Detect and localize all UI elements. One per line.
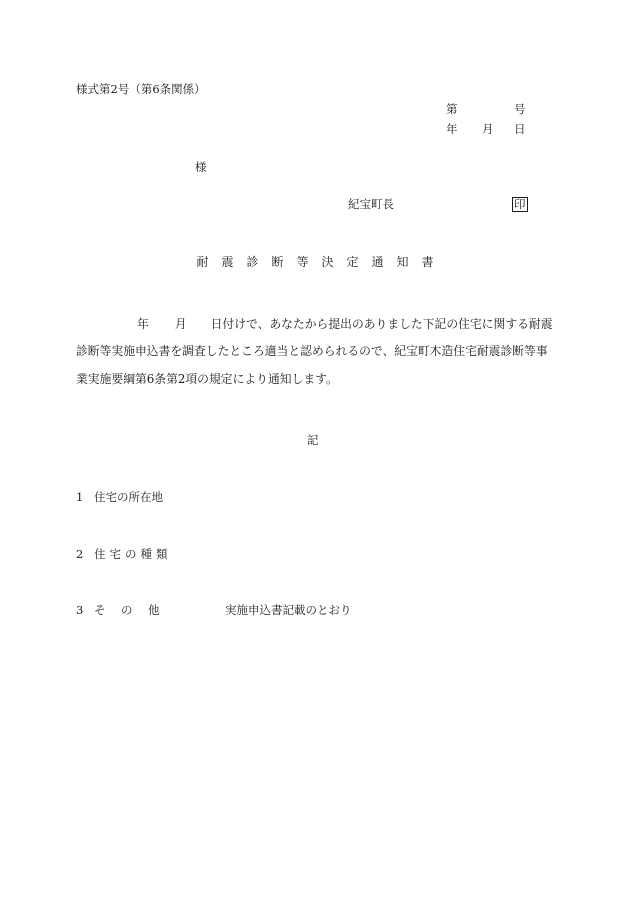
- document-number-label: 第: [446, 102, 458, 116]
- list-item: [76, 549, 172, 561]
- list-item: [76, 605, 160, 617]
- document-title: 耐震診断等決定通知書: [196, 255, 447, 269]
- body-text-line-1: [137, 319, 553, 331]
- seal-mark: 印: [514, 197, 526, 211]
- list-item: [76, 492, 163, 504]
- body-text-line-1-rest: 日付けで、あなたから提出のありました下記の住宅に関する耐震: [210, 317, 553, 331]
- item-value: 実施申込書記載のとおり: [225, 603, 352, 617]
- body-text-line-3: 業実施要綱第6条第2項の規定により通知します。: [76, 372, 338, 386]
- date-day-unit: 日: [514, 122, 526, 136]
- issuer-title: 紀宝町長: [348, 197, 394, 211]
- item-number: 2: [76, 547, 84, 561]
- date-month-unit: 月: [482, 122, 494, 136]
- item-number: 3: [76, 603, 84, 617]
- addressee-honorific: 様: [195, 160, 207, 174]
- ki-heading: 記: [307, 433, 319, 447]
- item-label-char: 他: [148, 603, 160, 617]
- body-month-unit: 月: [174, 317, 187, 331]
- date-year-unit: 年: [446, 122, 458, 136]
- item-label-char: の: [121, 603, 133, 617]
- item-label: [94, 603, 160, 617]
- document-number-suffix: 号: [514, 102, 526, 116]
- body-year-unit: 年: [137, 317, 149, 331]
- item-label-char: そ: [94, 603, 106, 617]
- item-number: 1: [76, 490, 84, 504]
- item-label: 住宅の所在地: [94, 490, 163, 504]
- body-text-line-2: 診断等実施申込書を調査したところ適当と認められるので、紀宝町木造住宅耐震診断等事: [76, 344, 548, 358]
- item-label: 住宅の種類: [94, 547, 172, 561]
- form-number: 様式第2号（第6条関係）: [76, 82, 206, 96]
